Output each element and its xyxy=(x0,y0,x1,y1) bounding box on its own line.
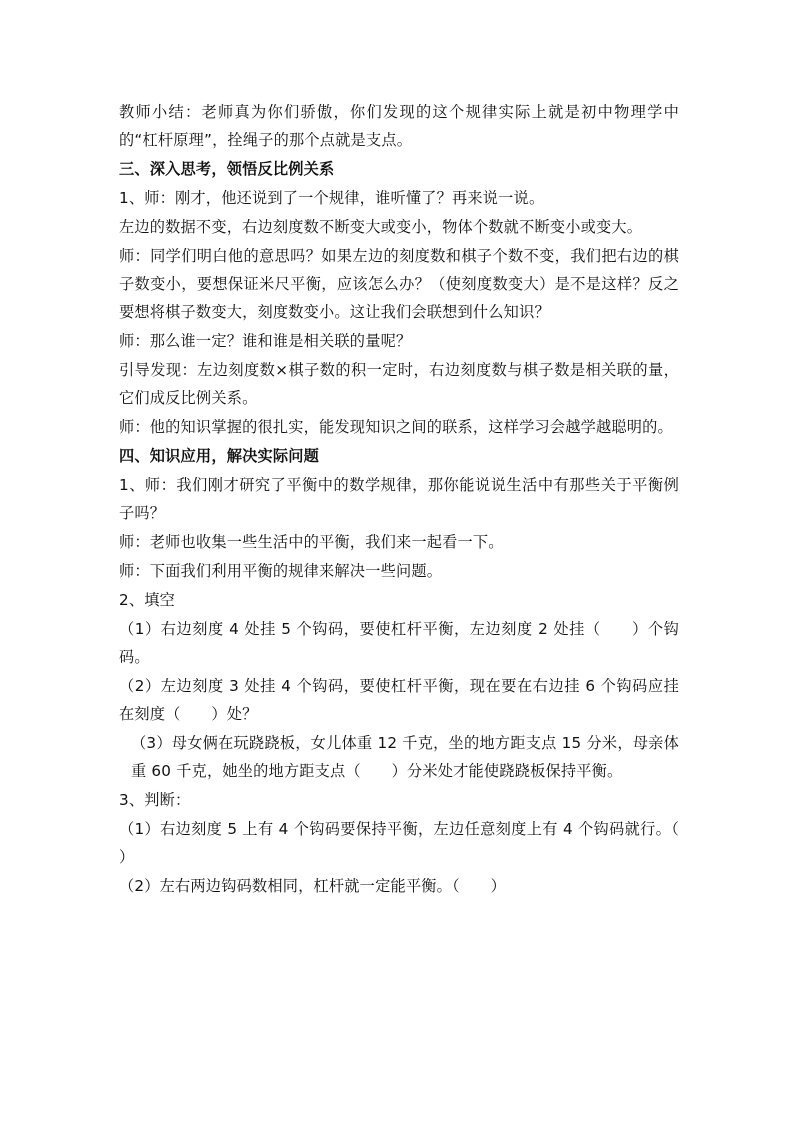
teacher-summary-paragraph: 教师小结：老师真为你们骄傲，你们发现的这个规律实际上就是初中物理学中的“杠杆原理”，拴绳子的那个点就是支点。 xyxy=(119,103,679,149)
paragraph-teacher-question-1: 1、师：刚才，他还说到了一个规律，谁听懂了？再来说一说。 xyxy=(119,189,545,207)
document-body xyxy=(119,98,710,901)
paragraph-teacher-collection: 师：老师也收集一些生活中的平衡，我们来一起看一下。 xyxy=(119,533,504,551)
paragraph-guided-discovery: 引导发现：左边刻度数×棋子数的积一定时，右边刻度数与棋子数是相关联的量，它们成反比例关系。 xyxy=(119,361,679,407)
section-heading-4: 四、知识应用，解决实际问题 xyxy=(119,447,320,465)
exercise-judge-heading: 3、判断： xyxy=(119,791,191,809)
fill-question-1: （1）右边刻度 4 处挂 5 个钩码，要使杠杆平衡，左边刻度 2 处挂（ ）个钩码。 xyxy=(119,620,679,666)
paragraph-teacher-question-2: 师：那么谁一定？谁和谁是相关联的量呢？ xyxy=(119,332,412,350)
section-heading-3: 三、深入思考，领悟反比例关系 xyxy=(119,160,335,178)
paragraph-teacher-praise: 师：他的知识掌握的很扎实，能发现知识之间的联系，这样学习会越学越聪明的。 xyxy=(119,418,673,436)
paragraph-teacher-problem-solving: 师：下面我们利用平衡的规律来解决一些问题。 xyxy=(119,562,443,580)
paragraph-rule-description: 左边的数据不变，右边刻度数不断变大或变小，物体个数就不断变小或变大。 xyxy=(119,218,643,236)
judge-question-2: （2）左右两边钩码数相同，杠杆就一定能平衡。（ ） xyxy=(119,877,506,895)
exercise-fill-heading: 2、填空 xyxy=(119,591,176,609)
fill-question-3: （3）母女俩在玩跷跷板，女儿体重 12 千克，坐的地方距支点 15 分米，母亲体重 60 千克，她坐的地方距支点（ ）分米处才能使跷跷板保持平衡。 xyxy=(131,734,679,780)
fill-question-2: （2）左边刻度 3 处挂 4 个钩码，要使杠杆平衡，现在要在右边挂 6 个钩码应挂在刻度（ ）处？ xyxy=(119,677,679,723)
paragraph-teacher-explanation: 师：同学们明白他的意思吗？如果左边的刻度数和棋子个数不变，我们把右边的棋子数变小，要想保证米尺平衡，应该怎么办？（使刻度数变大）是不是这样？反之要想将棋子数变大，刻度数变小。这让我们会联想到什么知识？ xyxy=(119,247,679,321)
paragraph-application-question: 1、师：我们刚才研究了平衡中的数学规律，那你能说说生活中有那些关于平衡例子吗？ xyxy=(119,476,679,522)
judge-question-1: （1）右边刻度 5 上有 4 个钩码要保持平衡，左边任意刻度上有 4 个钩码就行。（ ） xyxy=(119,820,710,866)
